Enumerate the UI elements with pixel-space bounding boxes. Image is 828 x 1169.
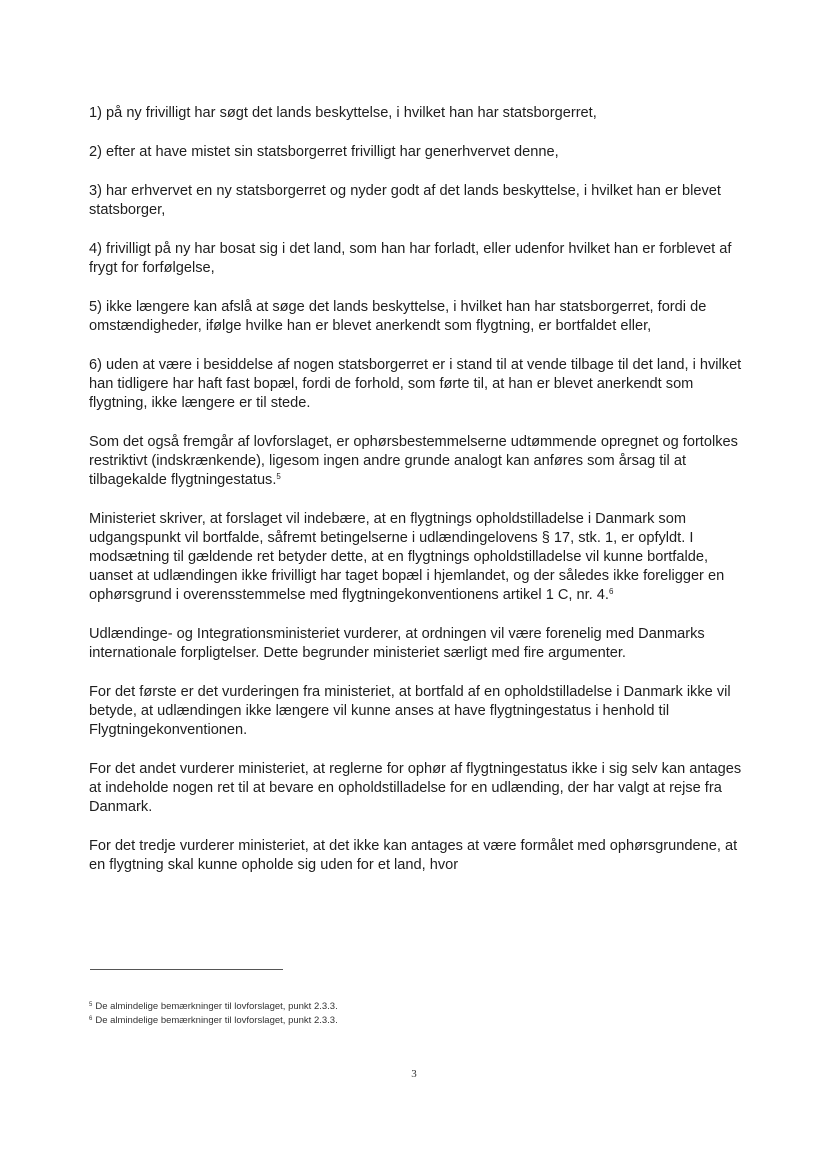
paragraph-assessment: Udlændinge- og Integrationsministeriet vurderer, at ordningen vil være forenelig med Danmarks internationale forpligtelser. Dette begrunder ministeriet særligt med fire argumenter. [89,626,705,661]
paragraph-text: Ministeriet skriver, at forslaget vil indebære, at en flygtnings opholdstilladelse i Danmark som udgangspunkt vil bortfalde, såfremt betingelserne i udlændingelovens § 17, stk. 1, er opfyldt. I modsætning til gældende ret betyder dette, at en flygtnings opholdstilladelse vil kunne bortfalde, uanset at udlændingen ikke frivilligt har taget bopæl i hjemlandet, og der således ikke foreligger en ophørsgrund i overensstemmelse med flygtningekonventionens artikel 1 C, nr. 4. [89,511,725,603]
list-item-6: 6) uden at være i besiddelse af nogen statsborgerret er i stand til at vende tilbage til det land, i hvilket han tidligere har haft fast bopæl, fordi de forhold, som førte til, at han er blevet anerkendt som flygtning, ikke længere er til stede. [89,357,742,411]
footnote-ref-5: 5 [276,472,281,481]
footnote-mark: 5 [89,1002,93,1008]
list-item-2: 2) efter at have mistet sin statsborgerret frivilligt har generhvervet denne, [89,144,559,160]
footnotes [89,1000,589,1028]
footnote-text: De almindelige bemærkninger til lovforslaget, punkt 2.3.3. [95,1001,338,1012]
paragraph-third: For det tredje vurderer ministeriet, at det ikke kan antages at være formålet med ophørsgrundene, at en flygtning skal kunne opholde sig uden for et land, hvor [89,838,738,873]
paragraph-second: For det andet vurderer ministeriet, at reglerne for ophør af flygtningestatus ikke i sig selv kan antages at indeholde nogen ret til at bevare en opholdstilladelse for en udlænding, der har valgt at rejse fra Danmark. [89,761,742,815]
paragraph-first: For det første er det vurderingen fra ministeriet, at bortfald af en opholdstilladelse i Danmark ikke vil betyde, at udlændingen ikke længere vil kunne anses at have flygtningestatus i henhold til Flygtningekonventionen. [89,684,731,738]
page-number: 3 [411,1068,417,1080]
footnote-5 [89,1000,589,1013]
footnote-text: De almindelige bemærkninger til lovforslaget, punkt 2.3.3. [95,1015,338,1026]
list-item-1: 1) på ny frivilligt har søgt det lands beskyttelse, i hvilket han har statsborgerret, [89,105,597,121]
paragraph-ministry [89,510,749,605]
footnote-ref-6: 6 [608,587,614,596]
footnote-6 [89,1014,589,1027]
list-item-5: 5) ikke længere kan afslå at søge det lands beskyttelse, i hvilket han har statsborgerret, fordi de omstændigheder, ifølge hvilke han er blevet anerkendt som flygtning, er bortfaldet eller, [89,299,707,334]
paragraph-restrictive [89,433,749,490]
paragraph-text: Som det også fremgår af lovforslaget, er ophørsbestemmelserne udtømmende opregnet og fortolkes restriktivt (indskrænkende), ligesom ingen andre grunde analogt kan anføres som årsag til at tilbagekalde flygtningestatus. [89,434,738,488]
list-item-3: 3) har erhvervet en ny statsborgerret og nyder godt af det lands beskyttelse, i hvilket han er blevet statsborger, [89,183,721,218]
footnote-mark: 6 [89,1016,93,1022]
list-item-4: 4) frivilligt på ny har bosat sig i det land, som han har forladt, eller udenfor hvilket han er forblevet af frygt for forfølgelse, [89,241,732,276]
body-text [89,104,749,895]
footnote-divider [90,969,283,970]
